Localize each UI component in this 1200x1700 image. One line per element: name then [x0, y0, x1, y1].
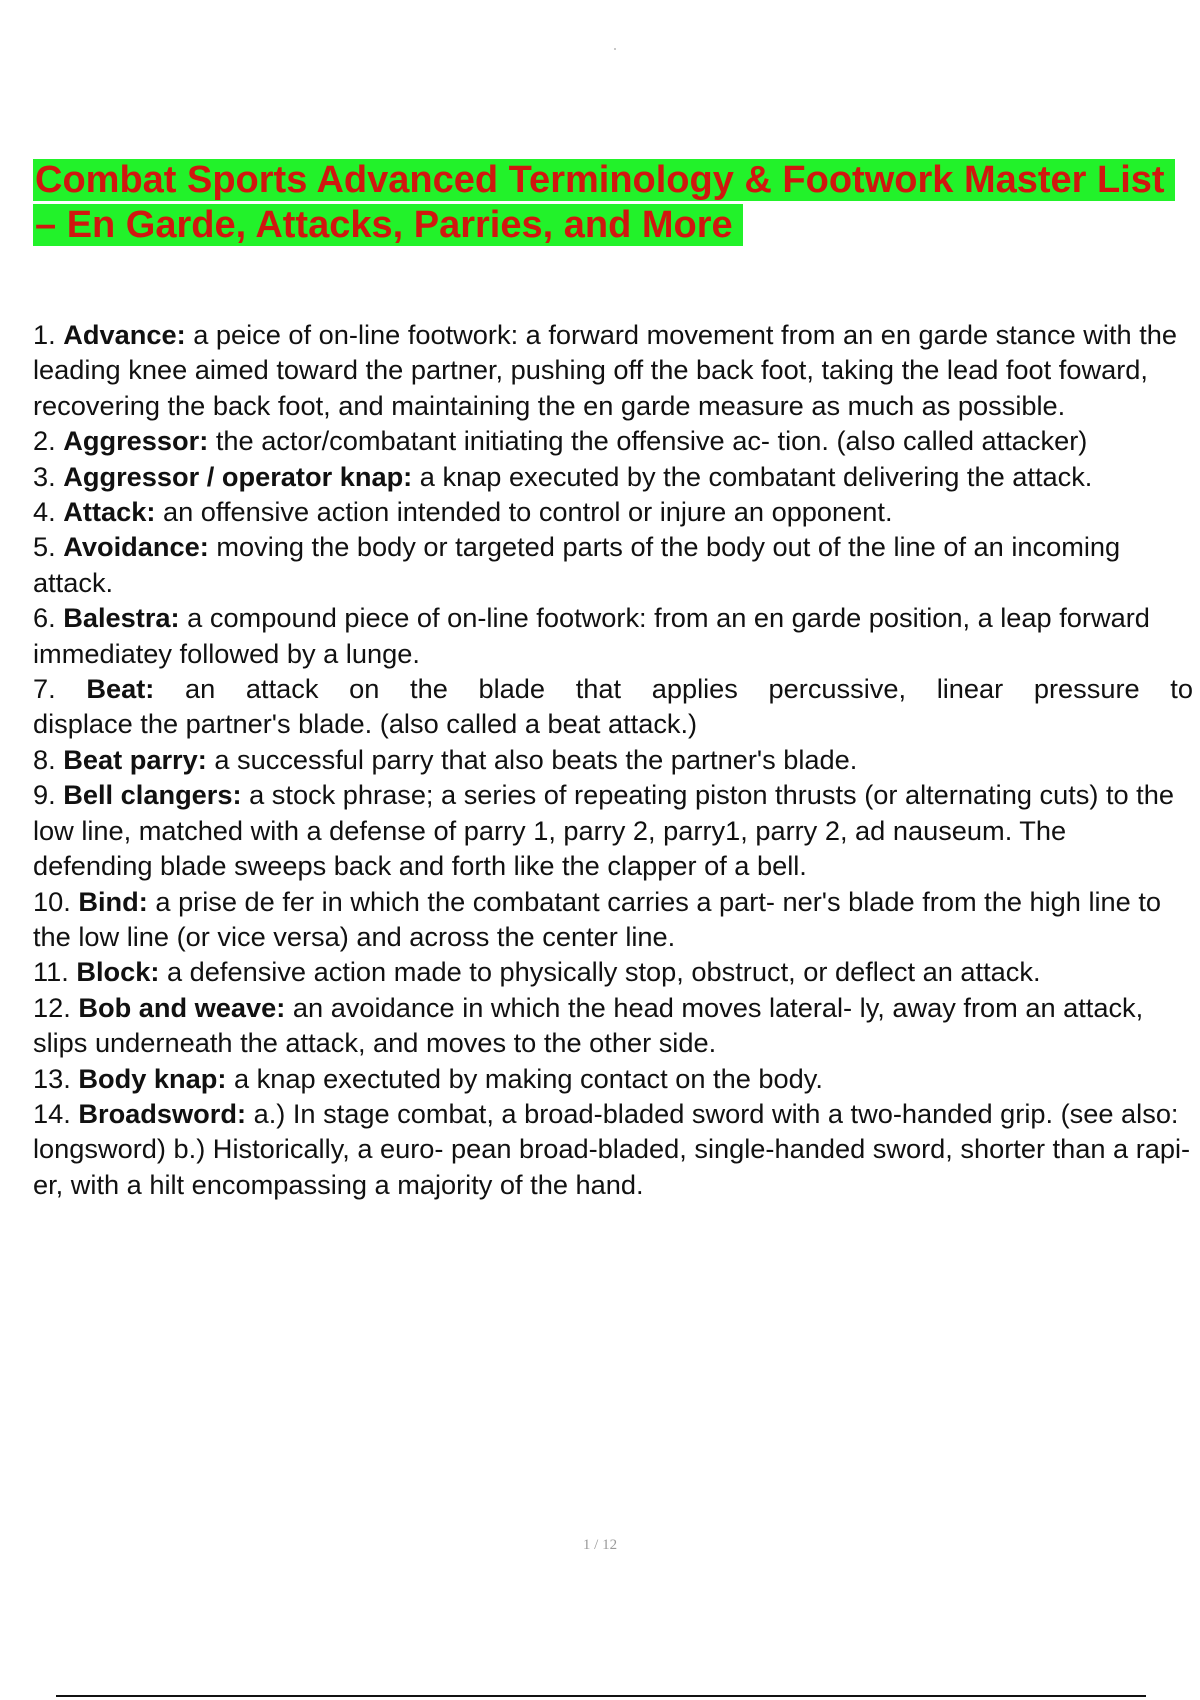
term-name: Beat parry: [63, 743, 207, 775]
term-entry [33, 1096, 1193, 1202]
term-number: 13. [33, 1062, 71, 1094]
term-number: 1. [33, 319, 56, 350]
term-entry [33, 494, 1193, 529]
term-number: 7. [33, 673, 56, 705]
term-name: Bob and weave: [78, 991, 286, 1023]
term-number: 2. [33, 425, 56, 457]
scan-mark [614, 48, 616, 50]
title-highlight: Combat Sports Advanced Terminology & Footwork Master List – En Garde, Attacks, Parries, and More [33, 159, 1175, 246]
term-definition: a prise de fer in which the combatant carries a part- ner's blade from the high line to the low line (or vice versa) and across the center line. [33, 885, 1161, 952]
term-name: Attack: [63, 496, 156, 528]
term-number: 5. [33, 531, 56, 563]
term-entry [33, 423, 1193, 458]
page-number: 1 / 12 [582, 1537, 618, 1553]
term-entry [33, 459, 1193, 494]
term-entry [33, 671, 1193, 742]
term-number: 10. [33, 885, 71, 917]
bottom-rule [56, 1695, 1146, 1697]
term-name: Beat: [86, 673, 155, 705]
term-entry [33, 742, 1193, 777]
term-name: Aggressor / operator knap: [63, 460, 413, 492]
term-entry [33, 777, 1193, 883]
term-entry [33, 884, 1193, 955]
term-definition: a compound piece of on-line footwork: from an en garde position, a leap forward immediatey followed by a lunge. [33, 602, 1150, 669]
term-entry [33, 990, 1193, 1061]
term-entry [33, 600, 1193, 671]
term-definition: a knap exectuted by making contact on the body. [233, 1062, 823, 1094]
term-name: Body knap: [78, 1062, 227, 1094]
term-number: 14. [33, 1097, 71, 1129]
term-name: Broadsword: [78, 1097, 247, 1129]
terminology-list [33, 317, 1193, 1202]
term-number: 6. [33, 602, 56, 634]
term-definition: a.) In stage combat, a broad-bladed sword with a two-handed grip. (see also: longsword) b.) Historically, a euro- pean broad-bladed, single-handed sword, shorter than a rapi- er, with a hilt encompassing a majority of the hand. [33, 1097, 1191, 1200]
term-definition: an offensive action intended to control or injure an opponent. [162, 496, 893, 528]
term-definition: a successful parry that also beats the partner's blade. [214, 743, 858, 775]
term-name: Aggressor: [63, 425, 209, 457]
term-definition: moving the body or targeted parts of the body out of the line of an incoming attack. [33, 531, 1121, 598]
term-definition: a stock phrase; a series of repeating piston thrusts (or alternating cuts) to the low line, matched with a defense of parry 1, parry 2, parry1, parry 2, ad nauseum. The defending blade sweeps back and forth like the clapper of a bell. [33, 779, 1174, 882]
term-name: Advance: [63, 319, 186, 350]
term-number: 11. [33, 956, 69, 988]
term-number: 12. [33, 991, 71, 1023]
term-number: 8. [33, 743, 56, 775]
term-definition: the actor/combatant initiating the offensive ac- tion. (also called attacker) [215, 425, 1088, 457]
term-name: Block: [76, 956, 160, 988]
term-number: 4. [33, 496, 56, 528]
term-first-line [33, 671, 1193, 706]
term-definition: a defensive action made to physically stop, obstruct, or deflect an attack. [167, 956, 1041, 988]
term-number: 3. [33, 460, 56, 492]
term-entry [33, 529, 1193, 600]
term-entry [33, 317, 1193, 423]
term-definition: an attack on the blade that applies percussive, linear pressure to [185, 673, 1193, 705]
term-definition: a knap executed by the combatant delivering the attack. [419, 460, 1093, 492]
term-name: Avoidance: [63, 531, 209, 563]
term-definition-continued: displace the partner's blade. (also called a beat attack.) [33, 708, 698, 740]
term-name: Bind: [78, 885, 148, 917]
term-definition: a peice of on-line footwork: a forward movement from an en garde stance with the leading knee aimed toward the partner, pushing off the back foot, taking the lead foot foward, recovering the back foot, and maintaining the en garde measure as much as possible. [33, 319, 1177, 421]
term-definition: an avoidance in which the head moves lateral- ly, away from an attack, slips underneath the attack, and moves to the other side. [33, 991, 1144, 1059]
term-name: Bell clangers: [63, 779, 242, 811]
term-name: Balestra: [63, 602, 180, 634]
document-title [33, 158, 1173, 248]
term-entry [33, 1061, 1193, 1096]
term-entry [33, 954, 1193, 989]
term-number: 9. [33, 779, 56, 811]
